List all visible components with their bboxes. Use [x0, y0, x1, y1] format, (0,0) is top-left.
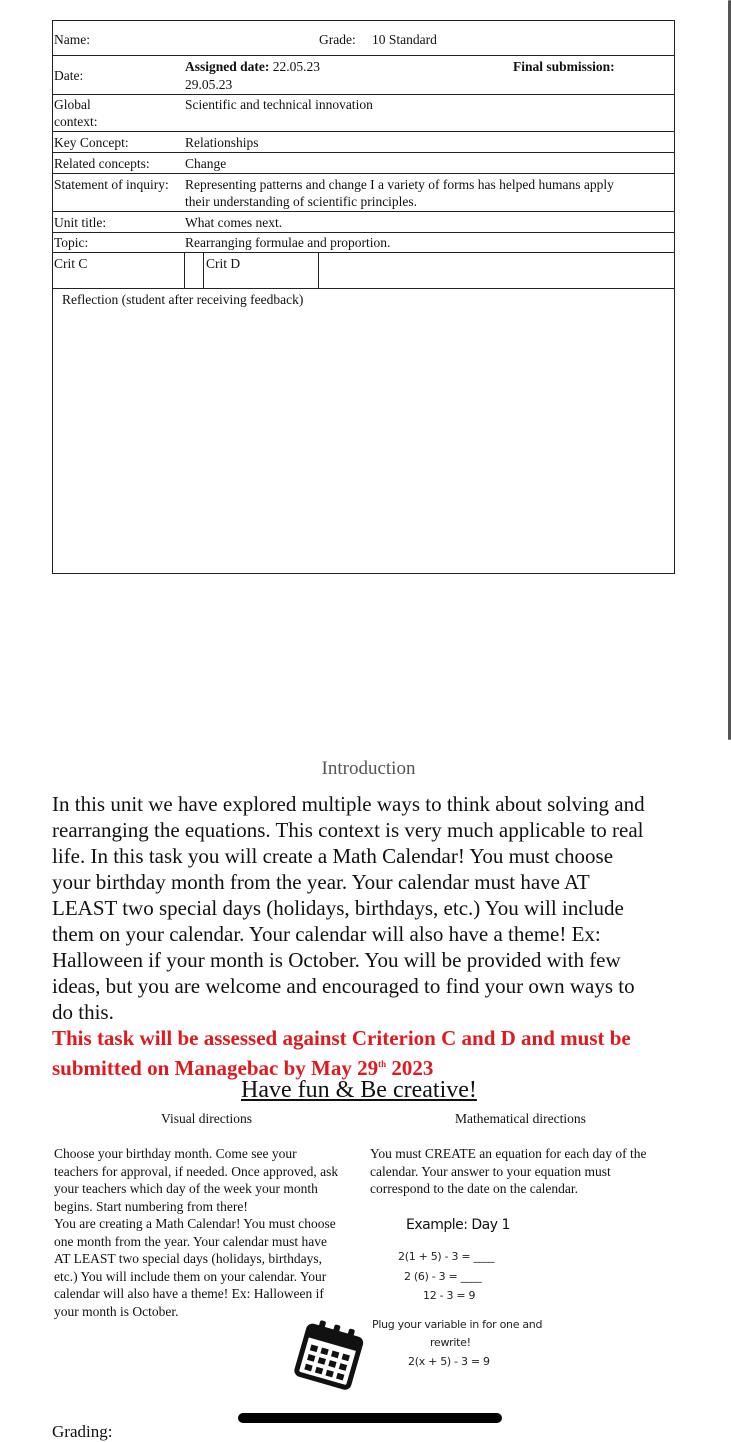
notice-date-suffix: th — [378, 1059, 387, 1069]
home-indicator[interactable] — [238, 1413, 502, 1423]
date-label: Date: — [54, 68, 84, 83]
visual-line: etc.) You will include them on your calendar. Your — [54, 1268, 327, 1284]
introduction-heading: Introduction — [321, 758, 416, 779]
intro-line: your birthday month from the year. Your calendar must have AT — [52, 870, 590, 894]
mathematical-directions-text — [370, 1145, 646, 1198]
notice-date-text: submitted on Managebac by May 29 — [52, 1056, 379, 1080]
example-line: 2(1 + 5) - 3 = ____ — [398, 1250, 495, 1263]
visual-directions-text — [54, 1145, 374, 1320]
visual-line: You are creating a Math Calendar! You must choose — [54, 1216, 336, 1231]
reflection-label: Reflection (student after receiving feedback) — [62, 292, 304, 307]
example-title: Example: Day 1 — [406, 1217, 510, 1233]
assessment-notice-line-1: This task will be assessed against Criterion C and D and must be — [52, 1026, 631, 1050]
key-concept-value: Relationships — [185, 135, 259, 150]
visual-line: your teachers which day of the week your month — [54, 1181, 318, 1196]
plug-instruction-line-2: rewrite! — [430, 1336, 471, 1349]
intro-line: them on your calendar. Your calendar will also have a theme! Ex: — [52, 922, 601, 946]
assigned-date — [185, 58, 320, 75]
plug-equation: 2(x + 5) - 3 = 9 — [408, 1355, 490, 1368]
assigned-value-2: 29.05.23 — [185, 77, 233, 92]
intro-line: rearranging the equations. This context is very much applicable to real — [52, 818, 644, 842]
intro-line: ideas, but you are welcome and encouraged to find your own ways to — [52, 974, 635, 998]
mathematical-directions-heading: Mathematical directions — [455, 1111, 586, 1126]
grade-label: Grade: — [319, 32, 356, 47]
intro-line: do this. — [52, 1000, 114, 1024]
statement-of-inquiry-label: Statement of inquiry: — [54, 177, 169, 192]
visual-line: teachers for approval, if needed. Once approved, ask — [54, 1163, 339, 1179]
grade-value: 10 Standard — [372, 32, 437, 47]
intro-line: In this unit we have explored multiple ways to think about solving and — [52, 792, 645, 816]
key-concept-label: Key Concept: — [54, 135, 129, 150]
math-line: calendar. Your answer to your equation must — [370, 1163, 611, 1179]
name-label: Name: — [54, 32, 90, 47]
intro-line: Halloween if your month is October. You will be provided with few — [52, 948, 621, 972]
crit-c-label: Crit C — [54, 256, 88, 271]
grading-label: Grading: — [52, 1422, 113, 1441]
intro-line: life. In this task you will create a Math Calendar! You must choose — [52, 844, 614, 868]
calendar-icon — [292, 1318, 368, 1394]
final-submission-label: Final submission: — [513, 59, 615, 74]
crit-d-label: Crit D — [206, 256, 241, 271]
visual-line: begins. Start numbering from there! — [54, 1198, 248, 1214]
intro-line: LEAST two special days (holidays, birthdays, etc.) You will include — [52, 896, 624, 920]
visual-line: Choose your birthday month. Come see your — [54, 1146, 297, 1161]
notice-year: 2023 — [386, 1056, 434, 1080]
unit-title-value: What comes next. — [185, 215, 283, 230]
global-context-label-2: context: — [54, 114, 98, 129]
visual-line: one month from the year. Your calendar must have — [54, 1233, 327, 1249]
plug-instruction-line-1: Plug your variable in for one and — [372, 1318, 543, 1331]
global-context-label-1: Global — [54, 97, 91, 112]
unit-title-label: Unit title: — [54, 215, 107, 230]
example-line: 2 (6) - 3 = ____ — [404, 1270, 482, 1283]
have-fun-heading: Have fun & Be creative! — [241, 1077, 477, 1103]
visual-line: calendar will also have a theme! Ex: Halloween if — [54, 1286, 324, 1301]
topic-value: Rearranging formulae and proportion. — [185, 235, 391, 250]
assigned-value: 22.05.23 — [272, 59, 321, 74]
math-line: correspond to the date on the calendar. — [370, 1181, 579, 1196]
statement-of-inquiry-line-2: their understanding of scientific principles. — [185, 194, 418, 209]
related-concepts-value: Change — [185, 156, 227, 171]
topic-label: Topic: — [54, 235, 89, 250]
visual-line: AT LEAST two special days (holidays, birthdays, — [54, 1251, 322, 1266]
statement-of-inquiry-line-1: Representing patterns and change I a variety of forms has helped humans apply — [185, 177, 614, 192]
assigned-label: Assigned date: — [185, 59, 270, 74]
math-line: You must CREATE an equation for each day of the — [370, 1146, 647, 1161]
global-context-value: Scientific and technical innovation — [185, 97, 373, 112]
introduction-body — [52, 791, 722, 1081]
related-concepts-label: Related concepts: — [54, 156, 150, 171]
example-line: 12 - 3 = 9 — [423, 1289, 476, 1302]
visual-directions-heading: Visual directions — [161, 1111, 253, 1126]
visual-line: your month is October. — [54, 1303, 179, 1319]
